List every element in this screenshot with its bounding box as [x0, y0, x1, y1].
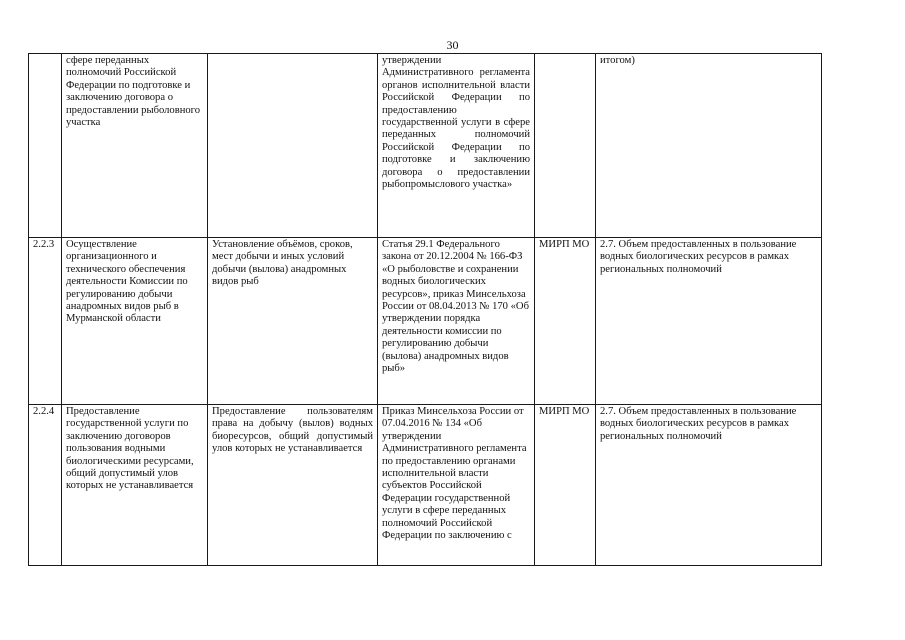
indicator: 2.7. Объем предоставленных в пользование водных биологических ресурсов в рамках региональных полномочий: [596, 405, 822, 566]
measure-content: Предоставление пользователям права на добычу (вылов) водных биоресурсов, общий допустимый улов которых не устанавливается: [208, 405, 378, 566]
measure-name: Осуществление организационного и технического обеспечения деятельности Комиссии по регулированию добычи анадромных видов рыб в Мурманской области: [62, 238, 208, 405]
legal-basis-text: Приказ Минсельхоза России от 07.04.2016 № 134 «Об утверждении Административного регламента по предоставлению органами исполнительной власти субъектов Российской Федерации государственной услуги в сфере переданных полномочий Российской Федерации по заключению с: [382, 406, 527, 542]
indicator: 2.7. Объем предоставленных в пользование водных биологических ресурсов в рамках региональных полномочий: [596, 238, 822, 405]
row-number: [29, 54, 62, 238]
legal-basis-text: утверждении Административного регламента органов исполнительной власти Российской Федерации по предоставлению государственной услуги в сфере переданных полномочий Российской Федерации по подготовке и заключению договора о предоставлении рыбопромыслового участка»: [382, 55, 530, 191]
executor: МИРП МО: [535, 405, 596, 566]
page-number: 30: [446, 38, 459, 52]
measure-name-text: сфере переданных полномочий Российской Федерации по подготовке и заключению договора о предоставлении рыболовного участка: [66, 55, 201, 129]
legal-basis: [378, 54, 535, 238]
legal-basis: [378, 405, 535, 566]
executor: МИРП МО: [535, 238, 596, 405]
row-number: 2.2.4: [29, 405, 62, 566]
measures-table: [28, 53, 822, 566]
table-row: [29, 238, 822, 405]
table-row: [29, 54, 822, 238]
measure-name: Предоставление государственной услуги по заключению договоров пользования водными биологическими ресурсами, общий допустимый улов которых не устанавливается: [62, 405, 208, 566]
row-number: 2.2.3: [29, 238, 62, 405]
table-row: [29, 405, 822, 566]
measure-name: [62, 54, 208, 238]
indicator: итогом): [596, 54, 822, 238]
legal-basis: Статья 29.1 Федерального закона от 20.12.2004 № 166-ФЗ «О рыболовстве и сохранении водных биологических ресурсов», приказ Минсельхоза России от 08.04.2013 № 170 «Об утверждении порядка деятельности комиссии по регулированию добычи (вылова) анадромных видов рыб»: [378, 238, 535, 405]
executor: [535, 54, 596, 238]
measure-content: [208, 54, 378, 238]
measure-content: Установление объёмов, сроков, мест добычи и иных условий добычи (вылова) анадромных видов рыб: [208, 238, 378, 405]
